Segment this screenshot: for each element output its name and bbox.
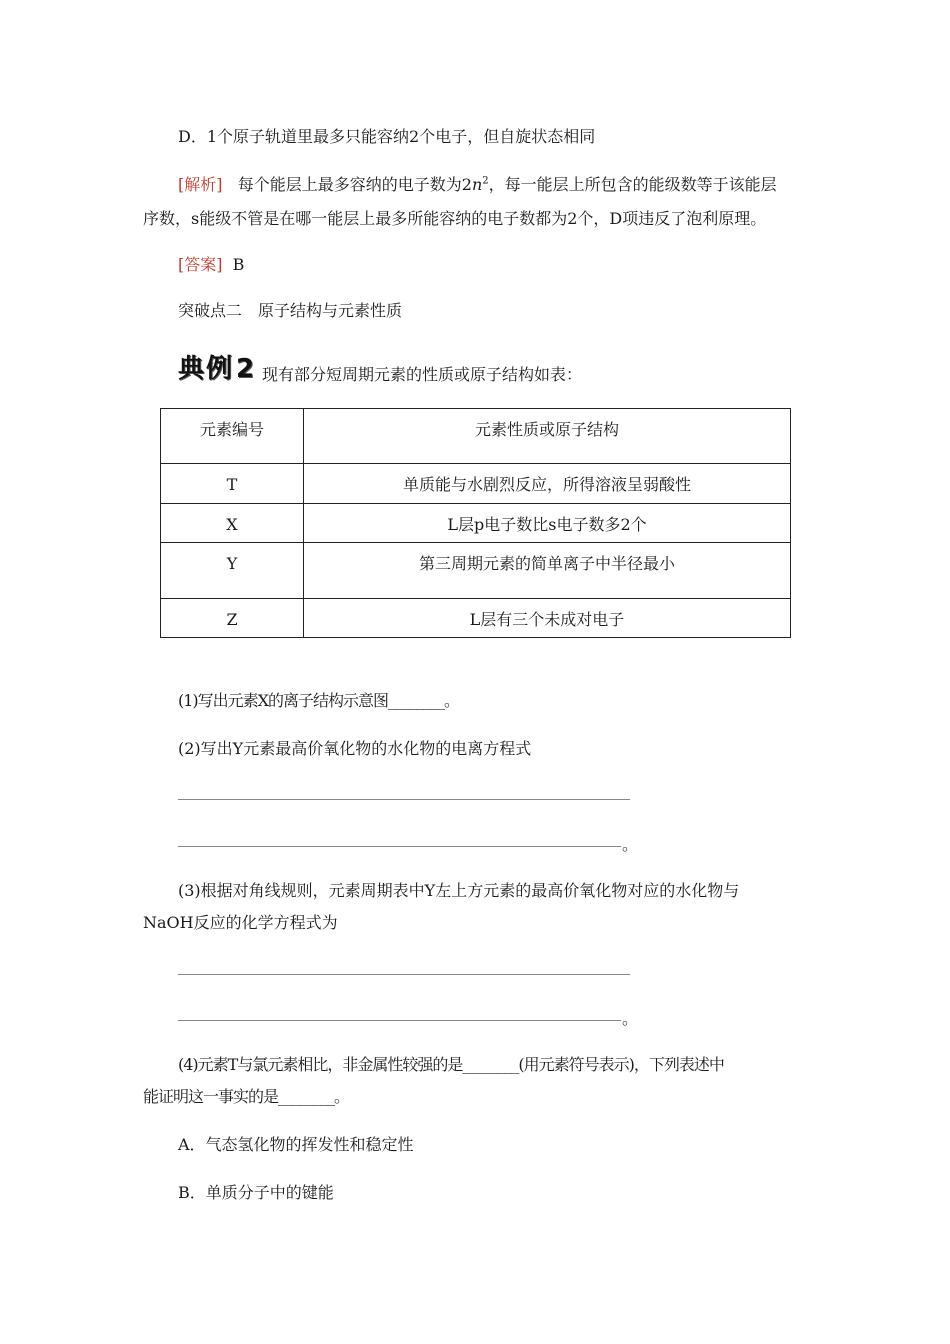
question-1: (1)写出元素X的离子结构示意图________。 [178,691,460,710]
table-row [161,543,791,599]
answer-line [178,254,244,276]
table-row [161,464,791,504]
answer-blank-line [178,1020,621,1021]
question-4-line-1: (4)元素T与氯元素相比，非金属性较强的是________(用元素符号表示)，下列表述中 [178,1055,724,1074]
question-3-line-2: NaOH反应的化学方程式为 [143,913,338,932]
table-row [161,504,791,543]
cell-property: 单质能与水剧烈反应，所得溶液呈弱酸性 [304,464,791,504]
option-b: B．单质分子中的键能 [178,1183,334,1202]
question-4-line-2: 能证明这一事实的是________。 [143,1087,350,1106]
header-properties: 元素性质或原子结构 [304,409,791,464]
analysis-line-1 [178,174,777,196]
cell-element: Y [161,543,304,599]
example-badge-text: 典例 [178,354,235,384]
cell-element: T [161,464,304,504]
cell-property: L层p电子数比s电子数多2个 [304,504,791,543]
example-badge [178,348,256,385]
analysis-tag: [解析] [178,175,223,194]
cell-element: X [161,504,304,543]
analysis-line-2: 序数，s能级不管是在哪一能层上最多所能容纳的电子数都为2个，D项违反了泡利原理。 [143,209,767,228]
option-a: A．气态氢化物的挥发性和稳定性 [178,1135,414,1154]
example-badge-num: 2 [236,354,257,384]
section-title: 突破点二 原子结构与元素性质 [178,301,403,320]
question-3-line-1: (3)根据对角线规则，元素周期表中Y左上方元素的最高价氧化物对应的水化物与 [178,881,740,900]
option-d: D．1个原子轨道里最多只能容纳2个电子，但自旋状态相同 [178,127,596,146]
answer-blank-line [178,846,621,847]
table-row [161,599,791,638]
cell-property: 第三周期元素的简单离子中半径最小 [304,543,791,599]
analysis-var-n: n [471,175,483,194]
analysis-text-a: 每个能层上最多容纳的电子数为2 [237,175,472,194]
header-element-id: 元素编号 [161,409,304,464]
example-intro: 现有部分短周期元素的性质或原子结构如表： [262,365,583,384]
analysis-sup: 2 [482,175,489,187]
period-mark: 。 [622,1009,639,1028]
answer-blank-line [178,974,630,975]
question-2: (2)写出Y元素最高价氧化物的水化物的电离方程式 [178,739,532,758]
analysis-text-b: ，每一能层上所包含的能级数等于该能层 [488,175,777,194]
element-properties-table [160,408,791,638]
cell-property: L层有三个未成对电子 [304,599,791,638]
table-header-row [161,409,791,464]
cell-element: Z [161,599,304,638]
answer-value: B [232,255,245,274]
answer-tag: [答案] [178,255,223,274]
answer-blank-line [178,799,630,800]
period-mark: 。 [622,835,639,854]
